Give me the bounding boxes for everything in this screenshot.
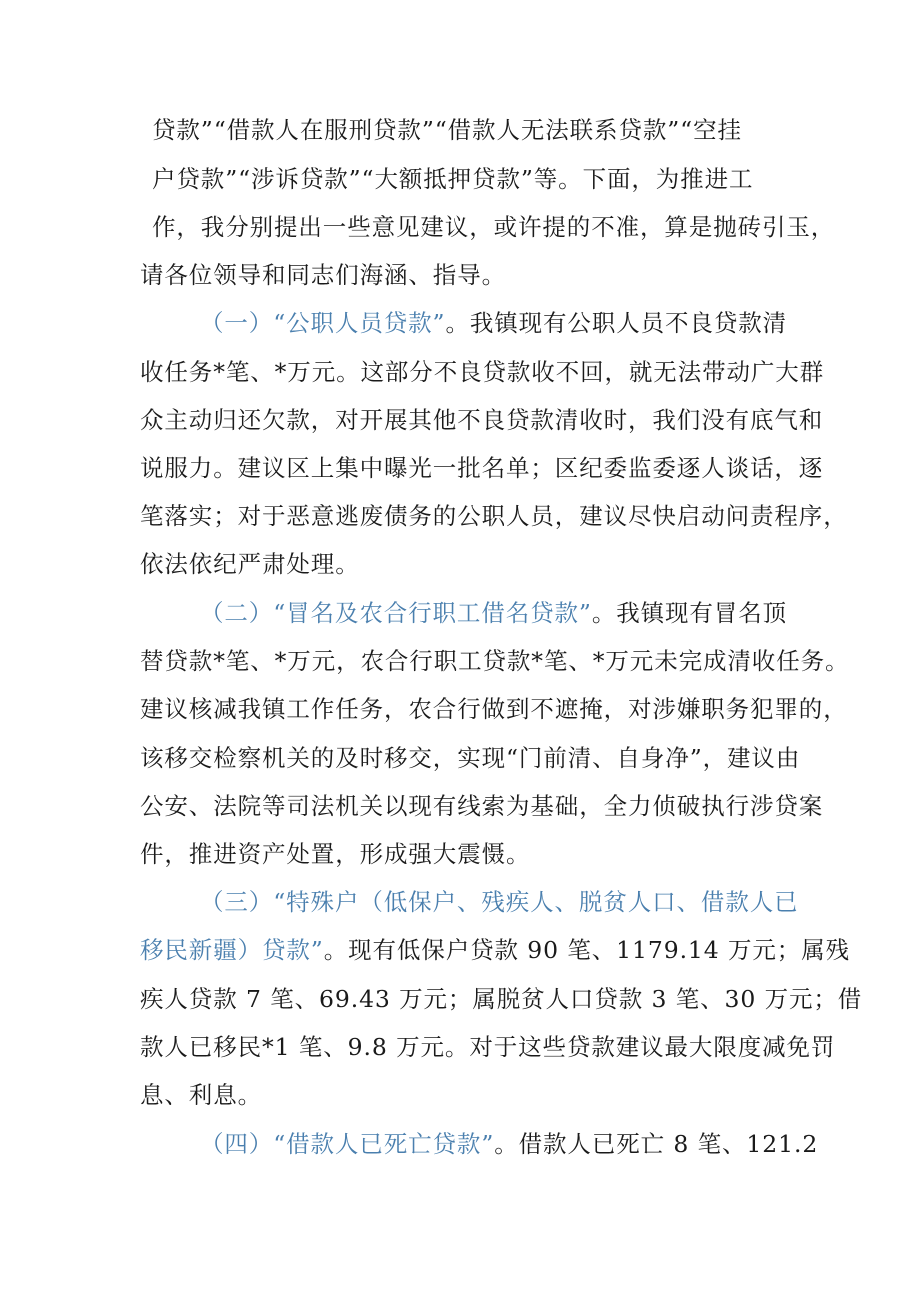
section-1-first-line-text: 。我镇现有公职人员不良贷款清 [445, 309, 788, 337]
section-4-first-line-text: 。借款人已死亡 8 笔、121.2 [494, 1130, 819, 1158]
section-1-heading: （一）“公职人员贷款” [200, 309, 446, 337]
section-4-heading: （四）“借款人已死亡贷款” [200, 1130, 495, 1158]
section-1-line: 众主动归还欠款，对开展其他不良贷款清收时，我们没有底气和 [140, 406, 824, 434]
intro-line-4: 请各位领导和同志们海涵、指导。 [140, 261, 506, 289]
section-1-line: 依法依纪严肃处理。 [140, 550, 360, 578]
section-2-line: 建议核减我镇工作任务，农合行做到不遮掩，对涉嫌职务犯罪的， [140, 695, 848, 723]
section-3-second-line [140, 935, 850, 965]
section-3-heading: （三）“特殊户（低保户、残疾人、脱贫人口、借款人已 [200, 888, 799, 916]
section-3-second-line-text: 。现有低保户贷款 90 笔、1179.14 万元；属残 [323, 936, 851, 964]
intro-line-3: 作，我分别提出一些意见建议，或许提的不准，算是抛砖引玉， [152, 213, 836, 241]
section-2-line: 替贷款*笔、*万元，农合行职工贷款*笔、*万元未完成清收任务。 [140, 647, 850, 675]
section-2-line: 该移交检察机关的及时移交，实现“门前清、自身净”，建议由 [140, 744, 801, 772]
section-3-line: 款人已移民*1 笔、9.8 万元。对于这些贷款建议最大限度减免罚 [140, 1033, 836, 1061]
section-1-line: 笔落实；对于恶意逃废债务的公职人员，建议尽快启动问责程序， [140, 502, 848, 530]
section-3-line: 疾人贷款 7 笔、69.43 万元；属脱贫人口贷款 3 笔、30 万元；借 [140, 985, 863, 1013]
section-2-first-line-text: 。我镇现有冒名顶 [591, 599, 788, 627]
intro-line-1: 贷款”“借款人在服刑贷款”“借款人无法联系贷款”“空挂 [152, 116, 742, 144]
section-4-first-line [200, 1129, 818, 1159]
section-2-line: 公安、法院等司法机关以现有线索为基础，全力侦破执行涉贷案 [140, 792, 824, 820]
section-2-first-line [200, 598, 787, 628]
section-3-line: 息、利息。 [140, 1081, 262, 1109]
section-2-heading: （二）“冒名及农合行职工借名贷款” [200, 599, 592, 627]
intro-line-2: 户贷款”“涉诉贷款”“大额抵押贷款”等。下面，为推进工 [152, 165, 754, 193]
section-2-line: 件，推进资产处置，形成强大震慑。 [140, 840, 531, 868]
section-1-first-line [200, 308, 787, 338]
section-1-line: 收任务*笔、*万元。这部分不良贷款收不回，就无法带动广大群 [140, 358, 825, 386]
section-1-line: 说服力。建议区上集中曝光一批名单；区纪委监委逐人谈话，逐 [140, 454, 824, 482]
section-3-heading-cont: 移民新疆）贷款” [140, 936, 324, 964]
